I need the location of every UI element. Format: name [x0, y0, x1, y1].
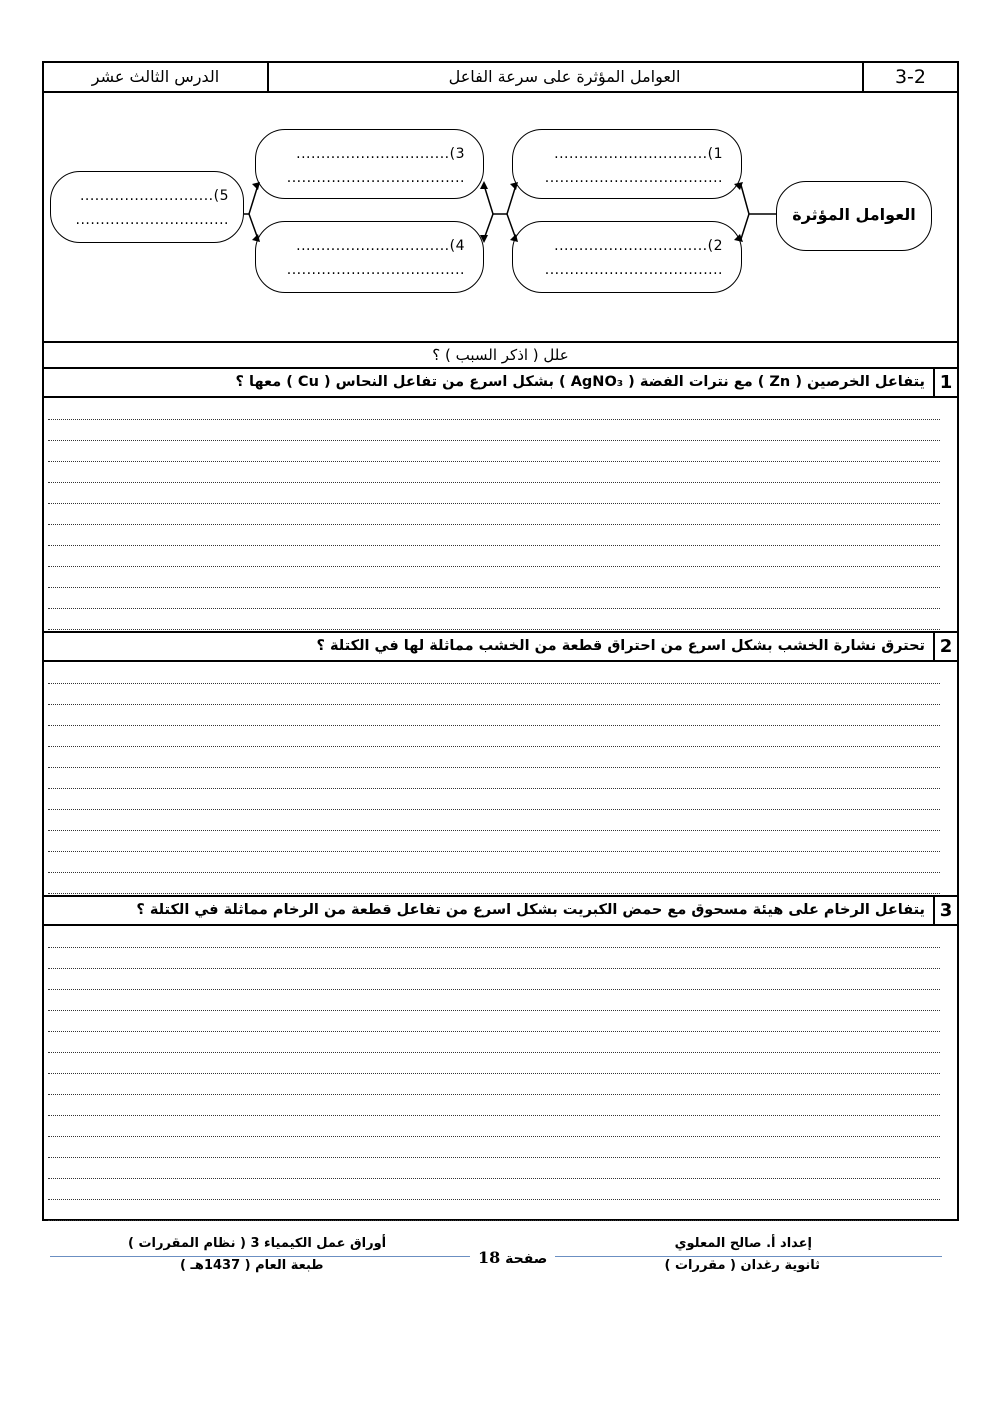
page-title: العوامل المؤثرة على سرعة الفاعل — [448, 67, 681, 86]
question-3-row — [44, 897, 957, 926]
factor-4-line2: .................................... — [286, 262, 465, 278]
footer-edition: طبعة العام ( 1437هـ ) — [180, 1258, 324, 1273]
footer-book: أوراق عمل الكيمياء 3 ( نظام المقررات ) — [128, 1236, 387, 1251]
factor-box-5[interactable] — [50, 171, 244, 243]
factor-box-2[interactable] — [512, 221, 742, 293]
answer-2-lines[interactable] — [48, 663, 940, 894]
factor-2-line2: .................................... — [544, 262, 723, 278]
page-label: صفحة — [505, 1251, 548, 1267]
question-1-row — [44, 369, 957, 398]
page-number-value: 18 — [478, 1248, 501, 1267]
factor-box-3[interactable] — [255, 129, 484, 199]
lesson-code: 3-2 — [862, 63, 957, 91]
question-1-number: 1 — [933, 369, 957, 396]
why-heading: علل ( اذكر السبب ) ؟ — [44, 343, 957, 369]
lesson-number: الدرس الثالث عشر — [44, 63, 269, 91]
answer-3-lines[interactable] — [48, 927, 940, 1221]
question-2-text: تحترق نشارة الخشب بشكل اسرع من احتراق قطعة من الخشب مماثلة لها في الكتلة ؟ — [316, 638, 925, 654]
factor-1-line2: .................................... — [544, 170, 723, 186]
factor-3-line2: .................................... — [286, 170, 465, 186]
factor-4-number: 4) — [449, 238, 465, 254]
factor-box-1[interactable] — [512, 129, 742, 199]
factor-2-line1: ............................... — [554, 238, 708, 254]
factor-box-4[interactable] — [255, 221, 484, 293]
factor-1-line1: ............................... — [554, 146, 708, 162]
page-number — [470, 1248, 555, 1267]
answer-1-lines[interactable] — [48, 399, 940, 630]
question-2-row — [44, 633, 957, 662]
question-1-text: يتفاعل الخرصين ( Zn ) مع نترات الفضة ( AgNO₃ ) بشكل اسرع من تفاعل النحاس ( Cu ) معها ؟ — [235, 374, 925, 390]
footer-author: إعداد أ. صالح المعلوي — [674, 1236, 812, 1251]
factor-2-number: 2) — [707, 238, 723, 254]
page-footer — [50, 1236, 942, 1286]
question-3-text: يتفاعل الرخام على هيئة مسحوق مع حمض الكبريت بشكل اسرع من تفاعل قطعة من الرخام مماثلة في الكتلة ؟ — [136, 902, 925, 918]
factor-5-line1: ........................... — [79, 188, 214, 204]
question-3-number: 3 — [933, 897, 957, 924]
main-factors-node: العوامل المؤثرة — [776, 181, 932, 251]
factor-5-number: 5) — [213, 188, 229, 204]
factor-3-number: 3) — [449, 146, 465, 162]
footer-school: ثانوية رغدان ( مقررات ) — [664, 1258, 820, 1273]
factor-1-number: 1) — [707, 146, 723, 162]
worksheet — [42, 61, 959, 1221]
factor-4-line1: ............................... — [296, 238, 450, 254]
factors-diagram — [44, 93, 957, 343]
header-row — [44, 63, 957, 93]
question-2-number: 2 — [933, 633, 957, 660]
factor-5-line2: ............................... — [75, 212, 229, 228]
factor-3-line1: ............................... — [296, 146, 450, 162]
